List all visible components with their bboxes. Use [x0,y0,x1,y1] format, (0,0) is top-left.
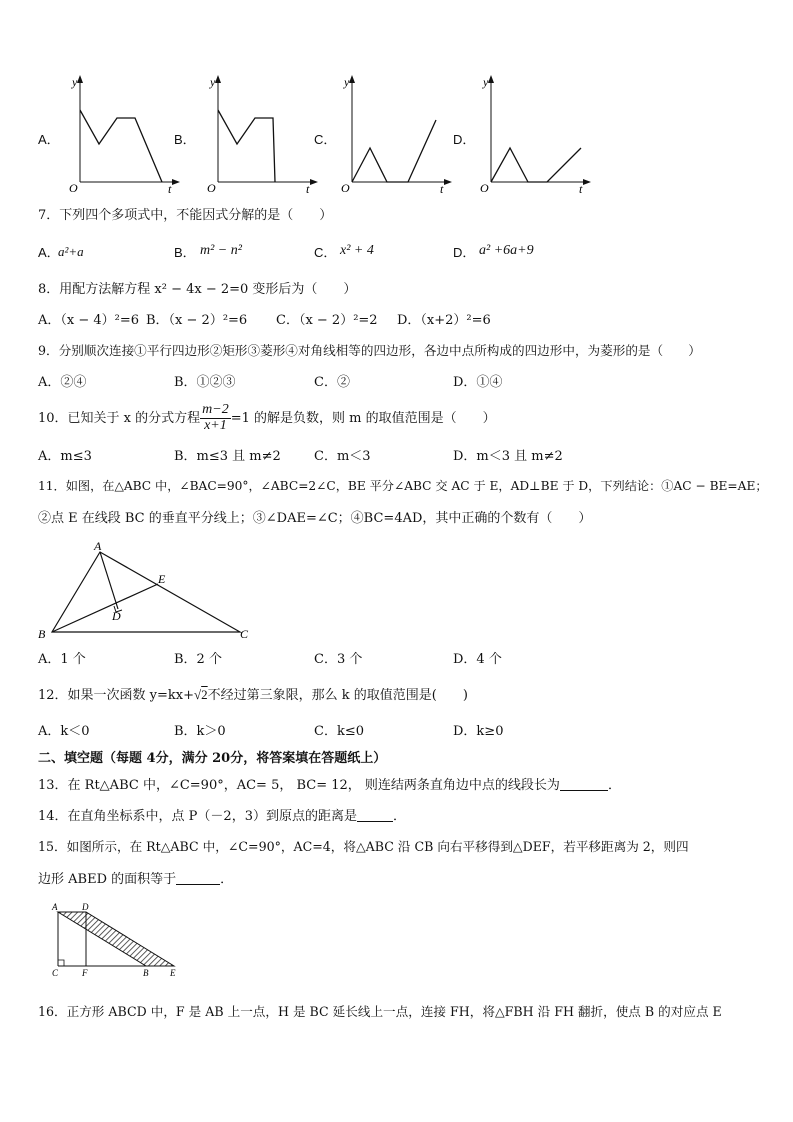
q7-option-c-label: C． [314,245,337,260]
q11-option-b: B．2 个 [174,652,222,667]
q11-label-a: A [94,539,102,553]
q13-answer-blank[interactable] [560,778,608,791]
q8-option-c: C．（x − 2）²=2 [276,313,378,328]
q15-answer-blank[interactable] [176,872,220,885]
graph-option-b-label: B． [174,132,196,147]
q7-option-a: a²+a [58,244,84,259]
q13-stem: 13．在 Rt△ABC 中，∠C=90°，AC= 5， BC= 12， 则连结两条直角边中点的线段长为 [38,778,560,793]
q14 [38,809,406,823]
q9-option-a: A．②④ [38,375,87,390]
graph-option-c [332,72,462,196]
q15-label-f: F [82,968,88,978]
q12-option-b: B．k＞0 [174,724,226,739]
q16-stem: 16．正方形 ABCD 中，F 是 AB 上一点，H 是 BC 延长线上一点，连接 FH，将△FBH 沿 FH 翻折，使点 B 的对应点 E [38,1004,722,1019]
q15-label-e: E [170,968,176,978]
q12-stem-post: 不经过第三象限，那么 k 的取值范围是( ) [207,688,468,703]
graph-option-c-label: C． [314,132,337,147]
q15-translation-figure [44,900,194,982]
q13-stem-end: ． [607,778,621,793]
q10-fraction-numerator: m−2 [202,402,229,418]
q11-label-e: E [158,572,166,586]
q11-label-d: D [112,609,121,623]
q10-stem [38,400,496,438]
q9-option-d: D．①④ [453,375,503,390]
q7-option-b: m² − n² [200,243,242,258]
q10-fraction-denominator: x+1 [204,418,227,433]
q14-answer-blank[interactable] [357,809,393,822]
q7-option-a-label: A． [38,245,60,260]
graph-option-a-label: A． [38,132,60,147]
svg-text:t: t [440,182,444,196]
q12-option-d: D．k≥0 [453,724,504,739]
q11-label-b: B [38,627,46,641]
q13 [38,778,621,792]
q10-option-a: A．m≤3 [38,449,92,464]
q12-option-a: A．k＜0 [38,724,90,739]
q7-option-c: x² + 4 [340,243,374,258]
q9-stem: 9．分别顺次连接①平行四边形②矩形③菱形④对角线相等的四边形，各边中点所构成的四边形中，为菱形的是（ ） [38,343,701,358]
svg-text:t: t [579,182,583,196]
q10-stem-pre: 10．已知关于 x 的分式方程 [38,411,201,426]
origin-label: O [69,181,78,195]
q11-triangle-figure [34,538,264,646]
svg-text:O: O [480,181,489,195]
q9-option-c: C．② [314,375,350,390]
q10-option-d: D．m＜3 且 m≠2 [453,449,563,464]
q15-stem-end: ． [220,872,234,887]
q7-option-b-label: B． [174,245,196,260]
q11-option-d: D．4 个 [453,652,502,667]
svg-text:y: y [344,75,350,89]
q15-label-b: B [143,968,149,978]
q11-line1: 11．如图，在△ABC 中，∠BAC=90°，∠ABC=2∠C，BE 平分∠ABC 交 AC 于 E，AD⊥BE 于 D，下列结论：①AC − BE=AE； [38,479,768,493]
q7-option-d-label: D． [453,245,476,260]
q14-stem-end: ． [392,809,406,824]
svg-text:y: y [483,75,489,89]
q12-sqrt: √2 [194,687,208,702]
q15-label-a: A [52,902,58,912]
graph-option-a [55,72,185,196]
svg-text:y: y [210,75,216,89]
q11-option-c: C．3 个 [314,652,363,667]
t-axis-label: t [168,182,172,196]
q12-sqrt-value: 2 [201,687,208,702]
q8-option-d: D．（x+2）²=6 [397,313,491,328]
q10-fraction [200,403,231,433]
q8-option-a: A．（x − 4）²=6 [38,313,140,328]
q8-stem: 8．用配方法解方程 x² − 4x − 2=0 变形后为（ ） [38,282,357,297]
q14-stem: 14．在直角坐标系中，点 P（－2，3）到原点的距离是 [38,809,357,824]
q12-stem [38,688,468,702]
q7-option-d: a² +6a+9 [479,243,534,258]
q10-option-c: C．m＜3 [314,449,371,464]
graph-option-d-label: D． [453,132,476,147]
q11-label-c: C [240,627,249,641]
q15-line2-text: 边形 ABED 的面积等于 [38,872,177,887]
q7-stem: 7．下列四个多项式中，不能因式分解的是（ ） [38,208,333,223]
svg-text:t: t [306,182,310,196]
q11-line2: ②点 E 在线段 BC 的垂直平分线上；③∠DAE=∠C；④BC=4AD，其中正确的个数有（ ） [38,511,592,526]
q10-option-b: B．m≤3 且 m≠2 [174,449,281,464]
graph-option-b [193,72,323,196]
q15-label-c: C [52,968,59,978]
q12-option-c: C．k≤0 [314,724,364,739]
graph-option-d [471,72,601,196]
q15-line2 [38,872,233,886]
q12-stem-pre: 12．如果一次函数 y=kx+ [38,688,195,703]
svg-text:O: O [341,181,350,195]
svg-text:O: O [207,181,216,195]
q9-option-b: B．①②③ [174,375,236,390]
q15-label-d: D [82,902,89,912]
q8-option-b: B．（x − 2）²=6 [146,313,248,328]
q10-stem-post: =1 的解是负数，则 m 的取值范围是（ ） [230,411,496,426]
section-fill-in-heading: 二、填空题（每题 4分，满分 20分，将答案填在答题纸上） [38,751,387,766]
q11-option-a: A．1 个 [38,652,86,667]
y-axis-label: y [72,75,78,89]
q15-line1: 15．如图所示，在 Rt△ABC 中，∠C=90°，AC=4，将△ABC 沿 CB 向右平移得到△DEF，若平移距离为 2，则四 [38,839,689,854]
